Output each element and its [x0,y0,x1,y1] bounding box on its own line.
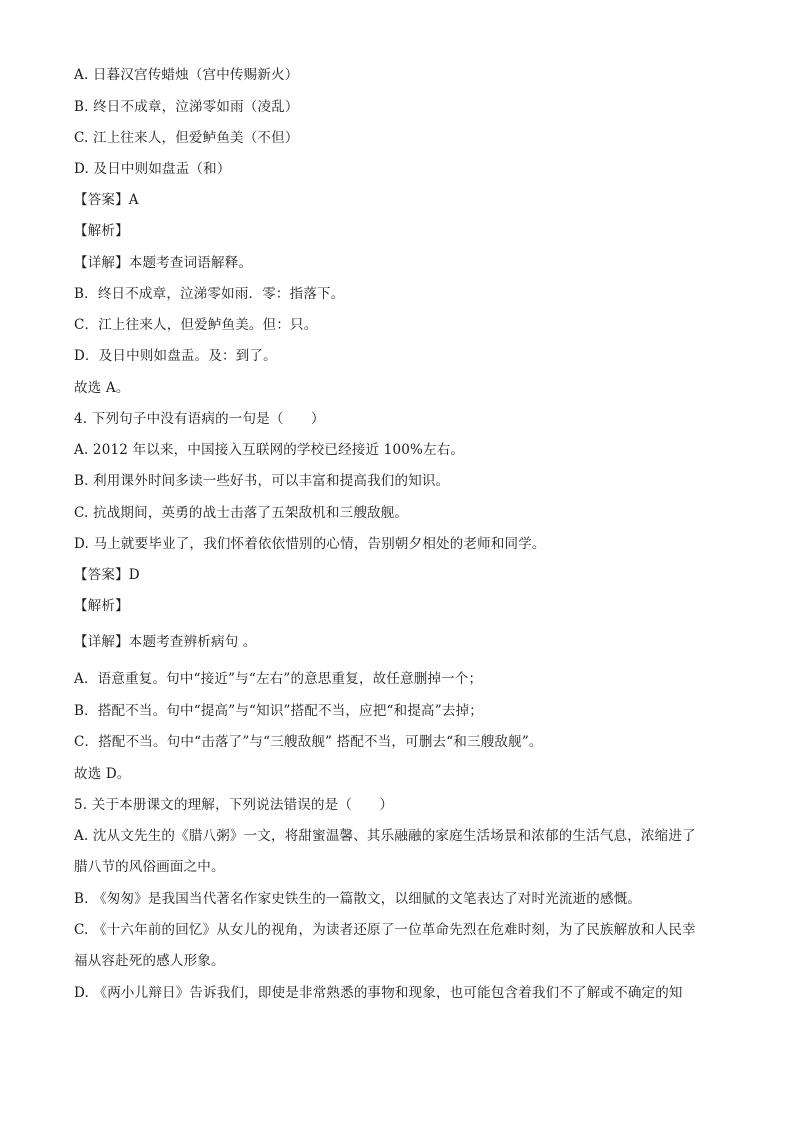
explain-c-q3: C．江上往来人，但爱鲈鱼美。但：只。 [74,317,318,333]
option-a-q5-cont: 腊八节的风俗画面之中。 [74,859,225,875]
analysis-label-q4: 【解析】 [74,598,129,614]
answer-q4: 【答案】D [74,567,140,583]
option-c-q5: C. 《十六年前的回忆》从女儿的视角，为读者还原了一位革命先烈在危难时刻，为了民族解放和人民幸 [74,922,696,938]
option-a-q5: A. 沈从文先生的《腊八粥》一文，将甜蜜温馨、其乐融融的家庭生活场景和浓郁的生活气息，浓缩进了 [74,828,696,844]
option-a-q3: A. 日暮汉宫传蜡烛（宫中传赐新火） [74,67,299,83]
analysis-label-q3: 【解析】 [74,223,129,239]
option-d-q5: D. 《两小儿辩日》告诉我们，即使是非常熟悉的事物和现象，也可能包含着我们不了解或不确定的知 [74,985,683,1001]
conclusion-q3: 故选 A。 [74,380,130,396]
conclusion-q4: 故选 D。 [74,766,131,782]
option-d-q4: D. 马上就要毕业了，我们怀着依依惜别的心情，告别朝夕相处的老师和同学。 [74,536,546,552]
option-c-q3: C. 江上往来人，但爱鲈鱼美（不但） [74,130,299,146]
option-b-q4: B. 利用课外时间多读一些好书，可以丰富和提高我们的知识。 [74,473,450,489]
option-c-q4: C. 抗战期间，英勇的战士击落了五架敌机和三艘敌舰。 [74,505,409,521]
answer-q3: 【答案】A [74,192,139,208]
option-c-q5-cont: 福从容赴死的感人形象。 [74,953,225,969]
question-4: 4. 下列句子中没有语病的一句是（ ） [74,411,325,427]
option-d-q3: D. 及日中则如盘盂（和） [74,161,231,177]
explain-d-q3: D．及日中则如盘盂。及：到了。 [74,348,277,364]
explain-b-q3: B．终日不成章，泣涕零如雨．零：指落下。 [74,286,345,302]
question-5: 5. 关于本册课文的理解，下列说法错误的是（ ） [74,797,394,813]
detail-q3: 【详解】本题考查词语解释。 [74,255,253,271]
explain-b-q4: B．搭配不当。句中“提高”与“知识”搭配不当，应把“和提高”去掉； [74,703,483,719]
explain-a-q4: A．语意重复。句中“接近”与“左右”的意思重复，故任意删掉一个； [74,671,483,687]
option-b-q5: B. 《匆匆》是我国当代著名作家史铁生的一篇散文，以细腻的文笔表达了对时光流逝的感慨。 [74,891,642,907]
explain-c-q4: C．搭配不当。句中“击落了”与“三艘敌舰” 搭配不当，可删去“和三艘敌舰”。 [74,734,543,750]
option-a-q4: A. 2012 年以来，中国接入互联网的学校已经接近 100%左右。 [74,442,465,458]
option-b-q3: B. 终日不成章，泣涕零如雨（凌乱） [74,99,299,115]
detail-q4: 【详解】本题考查辨析病句 。 [74,634,257,650]
